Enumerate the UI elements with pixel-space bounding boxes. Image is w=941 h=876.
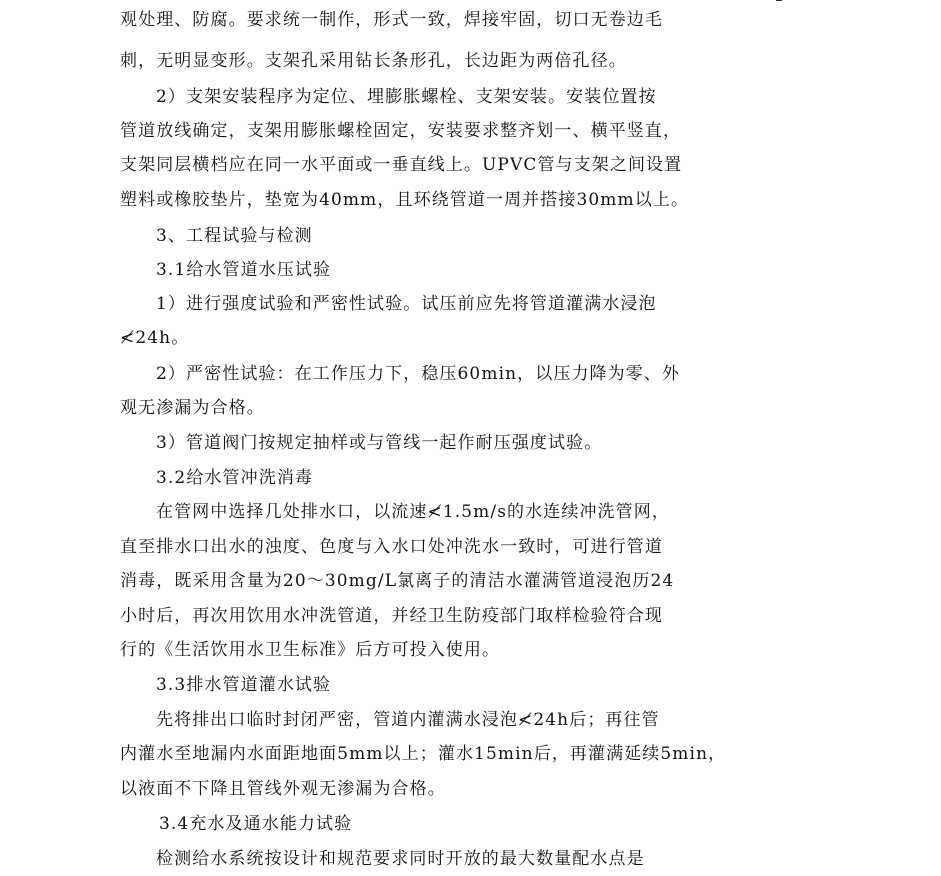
- paragraph-line: 2）支架安装程序为定位、埋膨胀螺栓、支架安装。安装位置按: [156, 87, 657, 107]
- paragraph-line: 直至排水口出水的浊度、色度与入水口处冲洗水一致时，可进行管道: [120, 537, 663, 557]
- section-heading: 3、工程试验与检测: [156, 226, 313, 246]
- paragraph-line: 2）严密性试验：在工作压力下，稳压60min，以压力降为零、外: [156, 364, 681, 384]
- paragraph-line: ≮24h。: [120, 328, 190, 348]
- paragraph-line: 先将排出口临时封闭严密，管道内灌满水浸泡≮24h后；再往管: [156, 710, 660, 730]
- paragraph-line: 检测给水系统按设计和规范要求同时开放的最大数量配水点是: [156, 849, 645, 869]
- paragraph-line: 3）管道阀门按规定抽样或与管线一起作耐压强度试验。: [156, 433, 603, 453]
- paragraph-line: 观无渗漏为合格。: [120, 398, 265, 418]
- subsection-heading: 3.2给水管冲洗消毒: [156, 468, 314, 488]
- paragraph-line: 1）进行强度试验和严密性试验。试压前应先将管道灌满水浸泡: [156, 294, 657, 314]
- paragraph-line: 内灌水至地漏内水面距地面5mm以上；灌水15min后，再灌满延续5min，: [120, 744, 727, 764]
- paragraph-line: 小时后，再次用饮用水冲洗管道，并经卫生防疫部门取样检验符合现: [120, 606, 663, 626]
- paragraph-line: 以液面不下降且管线外观无渗漏为合格。: [120, 779, 446, 799]
- paragraph-line: 管道放线确定，支架用膨胀螺栓固定，安装要求整齐划一、横平竖直，: [120, 121, 682, 141]
- subsection-heading: 3.3排水管道灌水试验: [156, 675, 332, 695]
- paragraph-line: 支架同层横档应在同一水平面或一垂直线上。UPVC管与支架之间设置: [120, 155, 683, 175]
- paragraph-line: 在管网中选择几处排水口，以流速≮1.5m/s的水连续冲洗管网，: [156, 502, 670, 522]
- subsection-heading: 3.4充水及通水能力试验: [159, 814, 353, 834]
- paragraph-line: 塑料或橡胶垫片，垫宽为40mm，且环绕管道一周并搭接30mm以上。: [120, 190, 690, 210]
- subsection-heading: 3.1给水管道水压试验: [156, 260, 332, 280]
- paragraph-line: 消毒，既采用含量为20～30mg/L氯离子的清洁水灌满管道浸泡历24: [120, 571, 675, 591]
- page-edge-mark: [776, 0, 782, 1]
- paragraph-line: 刺，无明显变形。支架孔采用钻长条形孔，长边距为两倍孔径。: [120, 51, 627, 71]
- paragraph-line: 行的《生活饮用水卫生标准》后方可投入使用。: [120, 640, 501, 660]
- paragraph-line: 观处理、防腐。要求统一制作，形式一致，焊接牢固，切口无卷边毛: [120, 10, 663, 30]
